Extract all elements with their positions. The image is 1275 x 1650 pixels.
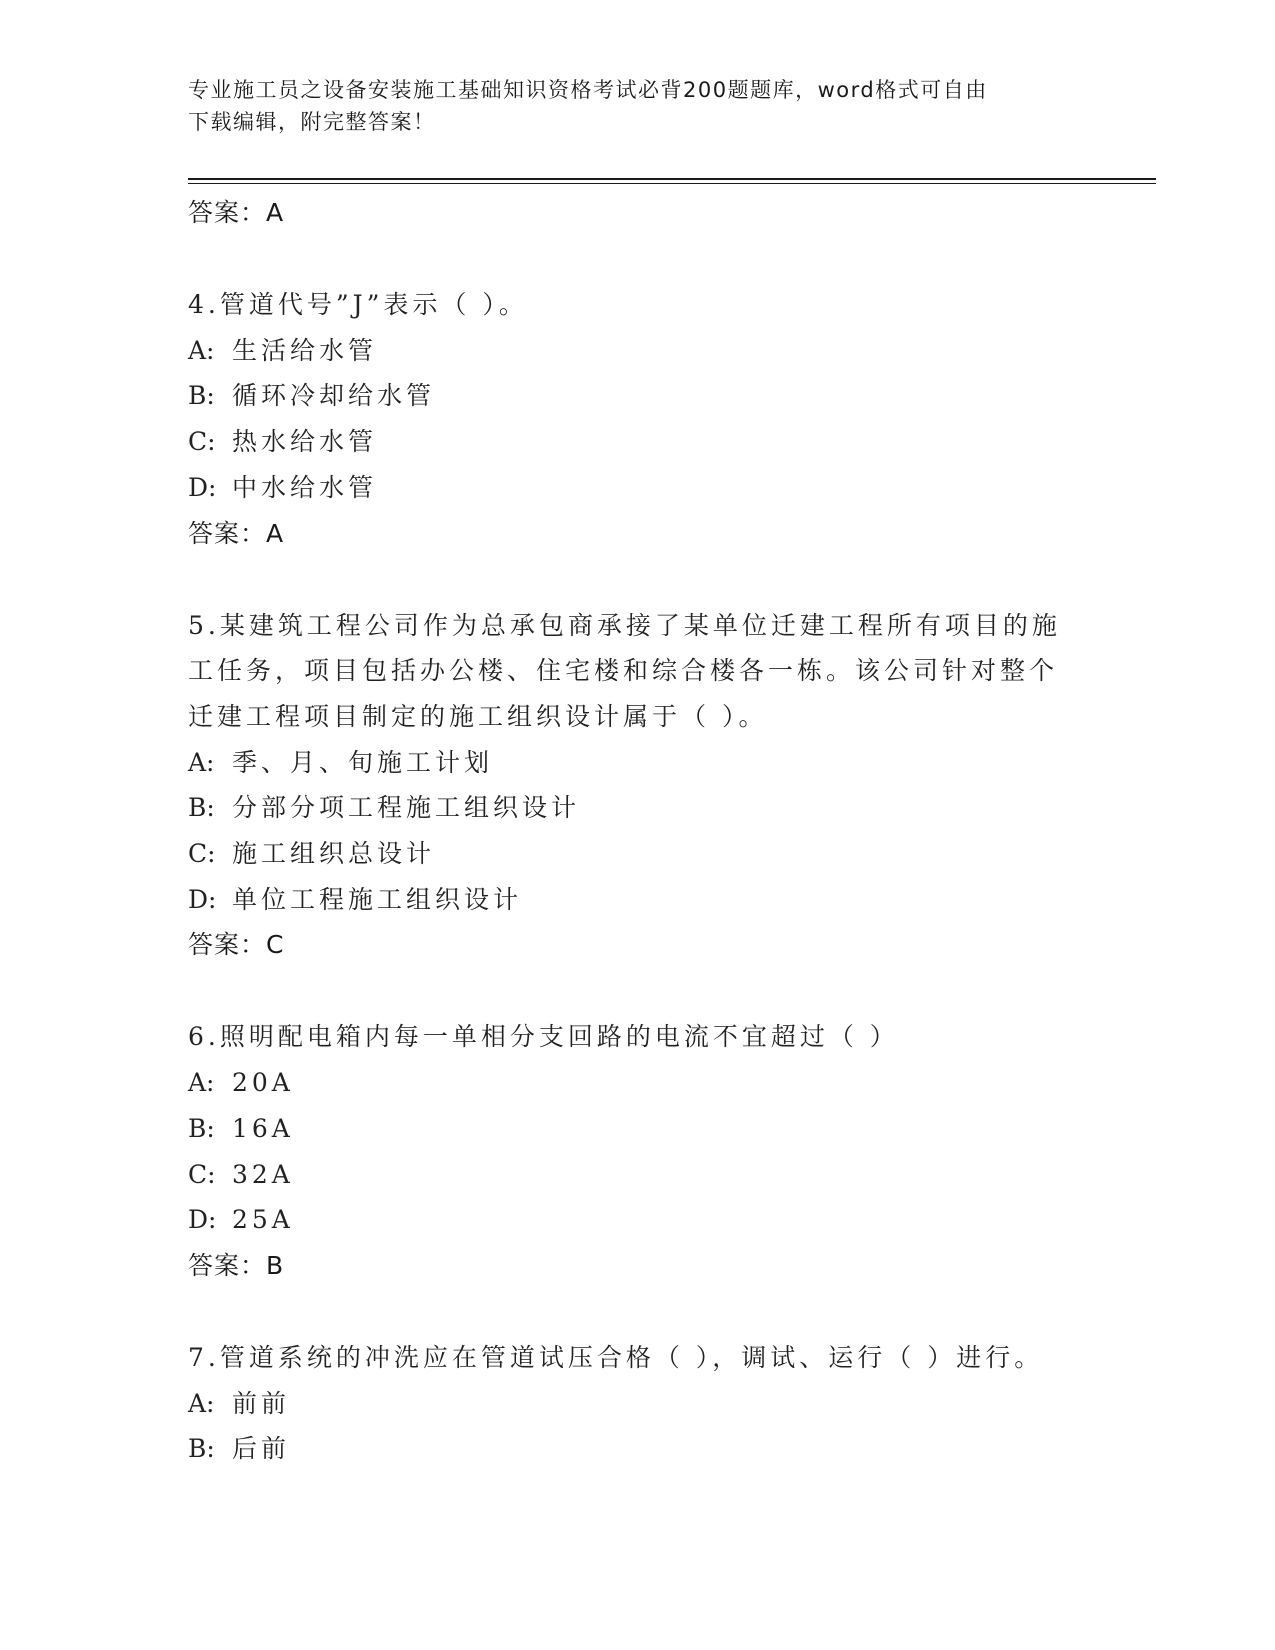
question-7-option-a[interactable] [188,1381,1088,1427]
option-text: 中水给水管 [232,472,378,502]
question-5-option-b[interactable] [188,785,1088,831]
option-letter: D: [188,884,217,914]
spacer [188,557,1088,603]
option-letter: A: [188,747,215,777]
option-text: 前前 [232,1388,291,1418]
question-5-answer: 答案：C [188,930,285,960]
question-5-option-c[interactable] [188,831,1088,877]
question-6-text: 6.照明配电箱内每一单相分支回路的电流不宜超过（ ） [188,1022,899,1052]
spacer [188,968,1088,1014]
option-letter: B: [188,1113,215,1143]
option-letter: C: [188,427,216,457]
option-text: 季、月、旬施工计划 [232,747,494,777]
option-letter: B: [188,793,215,823]
question-5-text-line-1: 5.某建筑工程公司作为总承包商承接了某单位迁建工程所有项目的施 [188,610,1061,640]
header-rule-thin [188,183,1156,184]
question-5-option-a[interactable] [188,740,1088,786]
question-7-option-b[interactable] [188,1426,1088,1472]
document-header [188,74,1088,138]
question-5-text-line-2: 工任务，项目包括办公楼、住宅楼和综合楼各一栋。该公司针对整个 [188,656,1059,686]
previous-answer: 答案：A [188,198,285,227]
option-letter: B: [188,381,215,411]
option-letter: A: [188,1068,215,1098]
option-letter: D: [188,472,217,502]
question-7 [188,1335,1088,1472]
option-letter: A: [188,1388,215,1418]
header-line-1: 专业施工员之设备安装施工基础知识资格考试必背200题题库，word格式可自由 [188,78,988,102]
question-6-answer: 答案：B [188,1250,285,1280]
option-text: 热水给水管 [232,427,378,457]
question-4-answer: 答案：A [188,518,285,548]
question-4 [188,282,1088,557]
option-text: 32A [232,1159,294,1189]
question-4-option-d[interactable] [188,465,1088,511]
option-letter: C: [188,839,216,869]
question-7-text: 7.管道系统的冲洗应在管道试压合格（ ），调试、运行（ ）进行。 [188,1342,1044,1372]
question-6 [188,1014,1088,1289]
option-text: 单位工程施工组织设计 [232,884,523,914]
option-text: 循环冷却给水管 [232,381,436,411]
option-text: 16A [232,1113,294,1143]
question-5-option-d[interactable] [188,877,1088,923]
question-4-option-c[interactable] [188,419,1088,465]
option-letter: A: [188,335,215,365]
question-4-option-a[interactable] [188,328,1088,374]
question-list [188,188,1088,1472]
question-6-option-a[interactable] [188,1060,1088,1106]
option-letter: D: [188,1205,217,1235]
option-text: 分部分项工程施工组织设计 [232,793,581,823]
option-letter: B: [188,1434,215,1464]
question-4-option-b[interactable] [188,373,1088,419]
option-text: 施工组织总设计 [232,839,436,869]
question-4-text: 4.管道代号”J”表示（ ）。 [188,290,528,319]
option-text: 25A [232,1205,294,1235]
option-letter: C: [188,1159,216,1189]
question-6-option-b[interactable] [188,1106,1088,1152]
option-text: 生活给水管 [232,335,378,365]
question-5 [188,603,1088,969]
question-6-option-d[interactable] [188,1197,1088,1243]
spacer [188,1289,1088,1335]
option-text: 后前 [232,1434,291,1464]
spacer [188,236,1088,282]
question-6-option-c[interactable] [188,1152,1088,1198]
option-text: 20A [232,1068,294,1098]
question-5-text-line-3: 迁建工程项目制定的施工组织设计属于（ ）。 [188,701,768,731]
header-line-2: 下载编辑，附完整答案！ [188,110,436,134]
header-rule-thick [188,178,1156,180]
